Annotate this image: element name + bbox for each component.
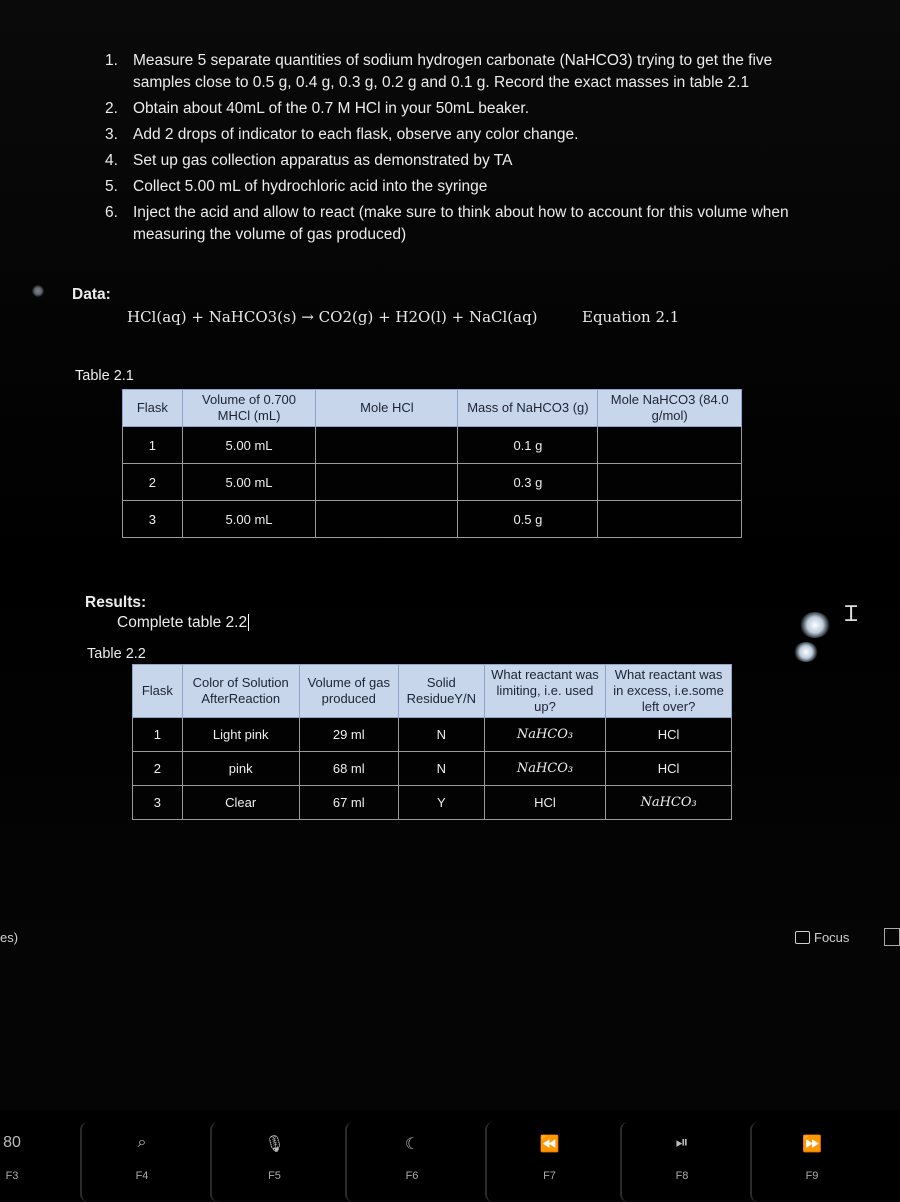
cell-flask[interactable]: 1: [133, 718, 183, 752]
key-label: F4: [135, 1170, 149, 1182]
key-f6[interactable]: [345, 1122, 477, 1202]
step-item: 6. Inject the acid and allow to react (make sure to think about how to account for this volume when measuring the volume of gas produced): [105, 204, 789, 243]
cell-flask[interactable]: 1: [123, 427, 183, 464]
cell-limiting[interactable]: NaHCO₃: [484, 752, 605, 786]
table-header-row: [123, 390, 742, 427]
rewind-icon: ⏪: [539, 1136, 560, 1153]
cell-excess[interactable]: HCl: [606, 718, 732, 752]
cell-color[interactable]: Light pink: [182, 718, 299, 752]
cell-limiting[interactable]: HCl: [484, 786, 605, 820]
layout-view-icon[interactable]: [884, 928, 900, 946]
header-gas-volume: Volume of gas produced: [299, 665, 398, 718]
header-volume-hcl: Volume of 0.700 MHCl (mL): [182, 390, 316, 427]
cell-color[interactable]: Clear: [182, 786, 299, 820]
cell-residue[interactable]: N: [398, 718, 484, 752]
cell-flask[interactable]: 3: [133, 786, 183, 820]
results-heading: Results:: [85, 594, 147, 611]
key-label: F3: [5, 1170, 19, 1182]
cell-mass[interactable]: 0.3 g: [458, 464, 598, 501]
search-icon: ⌕: [137, 1134, 147, 1151]
header-color: Color of Solution AfterReaction: [182, 665, 299, 718]
table-row: [123, 464, 742, 501]
header-excess: What reactant was in excess, i.e.some left over?: [606, 665, 732, 718]
focus-button[interactable]: [795, 930, 849, 945]
cell-mass[interactable]: 0.5 g: [458, 501, 598, 538]
table-row: [123, 501, 742, 538]
table-header-row: [133, 665, 732, 718]
status-bar: [0, 925, 900, 953]
table-row: [133, 718, 732, 752]
status-text: es): [0, 930, 19, 945]
header-flask: Flask: [123, 390, 183, 427]
text-cursor-icon: Ɪ: [845, 602, 858, 627]
step-item: 4. Set up gas collection apparatus as demonstrated by TA: [105, 152, 513, 169]
header-flask: Flask: [133, 665, 183, 718]
keyboard-function-row: [0, 1110, 900, 1200]
complete-instruction-text: Complete table 2.2: [117, 614, 248, 631]
table22-caption: Table 2.2: [87, 646, 146, 662]
key-f3[interactable]: [0, 1122, 32, 1202]
table-2-2: [132, 664, 732, 820]
cell-gas-volume[interactable]: 29 ml: [299, 718, 398, 752]
header-mole-hcl: Mole HCl: [316, 390, 458, 427]
cell-residue[interactable]: Y: [398, 786, 484, 820]
key-label: F6: [405, 1170, 419, 1182]
key-f4[interactable]: [80, 1122, 202, 1202]
cell-mole-nahco3[interactable]: [598, 464, 742, 501]
screen-glare: [800, 612, 830, 638]
table-row: [133, 786, 732, 820]
data-heading: Data:: [72, 286, 111, 303]
step-item: 2. Obtain about 40mL of the 0.7 M HCl in your 50mL beaker.: [105, 100, 530, 117]
header-mole-nahco3: Mole NaHCO3 (84.0 g/mol): [598, 390, 742, 427]
header-limiting: What reactant was limiting, i.e. used up?: [484, 665, 605, 718]
cell-mole-hcl[interactable]: [316, 427, 458, 464]
key-f8[interactable]: [620, 1122, 742, 1202]
cell-residue[interactable]: N: [398, 752, 484, 786]
cell-flask[interactable]: 3: [123, 501, 183, 538]
step-item: 3. Add 2 drops of indicator to each flask, observe any color change.: [105, 126, 579, 143]
cell-mole-nahco3[interactable]: [598, 427, 742, 464]
cell-volume[interactable]: 5.00 mL: [182, 464, 316, 501]
key-label: F9: [805, 1170, 819, 1182]
cell-limiting[interactable]: NaHCO₃: [484, 718, 605, 752]
play-pause-icon: ⏯: [675, 1134, 689, 1151]
cell-flask[interactable]: 2: [123, 464, 183, 501]
cell-flask[interactable]: 2: [133, 752, 183, 786]
cell-excess[interactable]: HCl: [606, 752, 732, 786]
fast-forward-icon: ⏩: [802, 1136, 822, 1153]
table-row: [123, 427, 742, 464]
cell-excess[interactable]: NaHCO₃: [606, 786, 732, 820]
step-item: 1. Measure 5 separate quantities of sodium hydrogen carbonate (NaHCO3) trying to get the five samples close to 0.5 g, 0.4 g, 0.3 g, 0.2 g and 0.1 g. Record the exact masses in table 2.1: [105, 52, 773, 91]
equation-label: Equation 2.1: [582, 308, 680, 326]
focus-icon: [795, 931, 810, 944]
key-f9[interactable]: [750, 1122, 872, 1202]
key-label: F7: [543, 1170, 556, 1182]
cell-volume[interactable]: 5.00 mL: [182, 501, 316, 538]
key-f7[interactable]: [485, 1122, 612, 1202]
table-row: [133, 752, 732, 786]
microphone-icon: 🎙: [264, 1136, 285, 1153]
complete-instruction[interactable]: [117, 612, 249, 634]
cell-mole-hcl[interactable]: [316, 464, 458, 501]
cell-gas-volume[interactable]: 68 ml: [299, 752, 398, 786]
key-f5[interactable]: [210, 1122, 337, 1202]
cell-mole-nahco3[interactable]: [598, 501, 742, 538]
step-item: 5. Collect 5.00 mL of hydrochloric acid into the syringe: [105, 178, 488, 195]
screen-glare: [794, 642, 818, 662]
cell-gas-volume[interactable]: 67 ml: [299, 786, 398, 820]
cell-mass[interactable]: 0.1 g: [458, 427, 598, 464]
cell-volume[interactable]: 5.00 mL: [182, 427, 316, 464]
table-2-1: [122, 389, 742, 538]
moon-icon: ☾: [404, 1136, 420, 1153]
mission-control-icon: 80: [3, 1134, 21, 1151]
cell-color[interactable]: pink: [182, 752, 299, 786]
key-label: F8: [675, 1170, 689, 1182]
header-mass-nahco3: Mass of NaHCO3 (g): [458, 390, 598, 427]
table21-caption: Table 2.1: [75, 368, 134, 384]
screen-glare: [32, 285, 44, 297]
text-caret: [248, 614, 249, 631]
header-residue: Solid ResidueY/N: [398, 665, 484, 718]
cell-mole-hcl[interactable]: [316, 501, 458, 538]
key-label: F5: [268, 1170, 281, 1182]
focus-label: Focus: [814, 930, 850, 945]
procedure-steps: [105, 50, 825, 250]
reaction-equation: HCl(aq) + NaHCO3(s) → CO2(g) + H2O(l) + NaCl(aq): [127, 308, 538, 326]
